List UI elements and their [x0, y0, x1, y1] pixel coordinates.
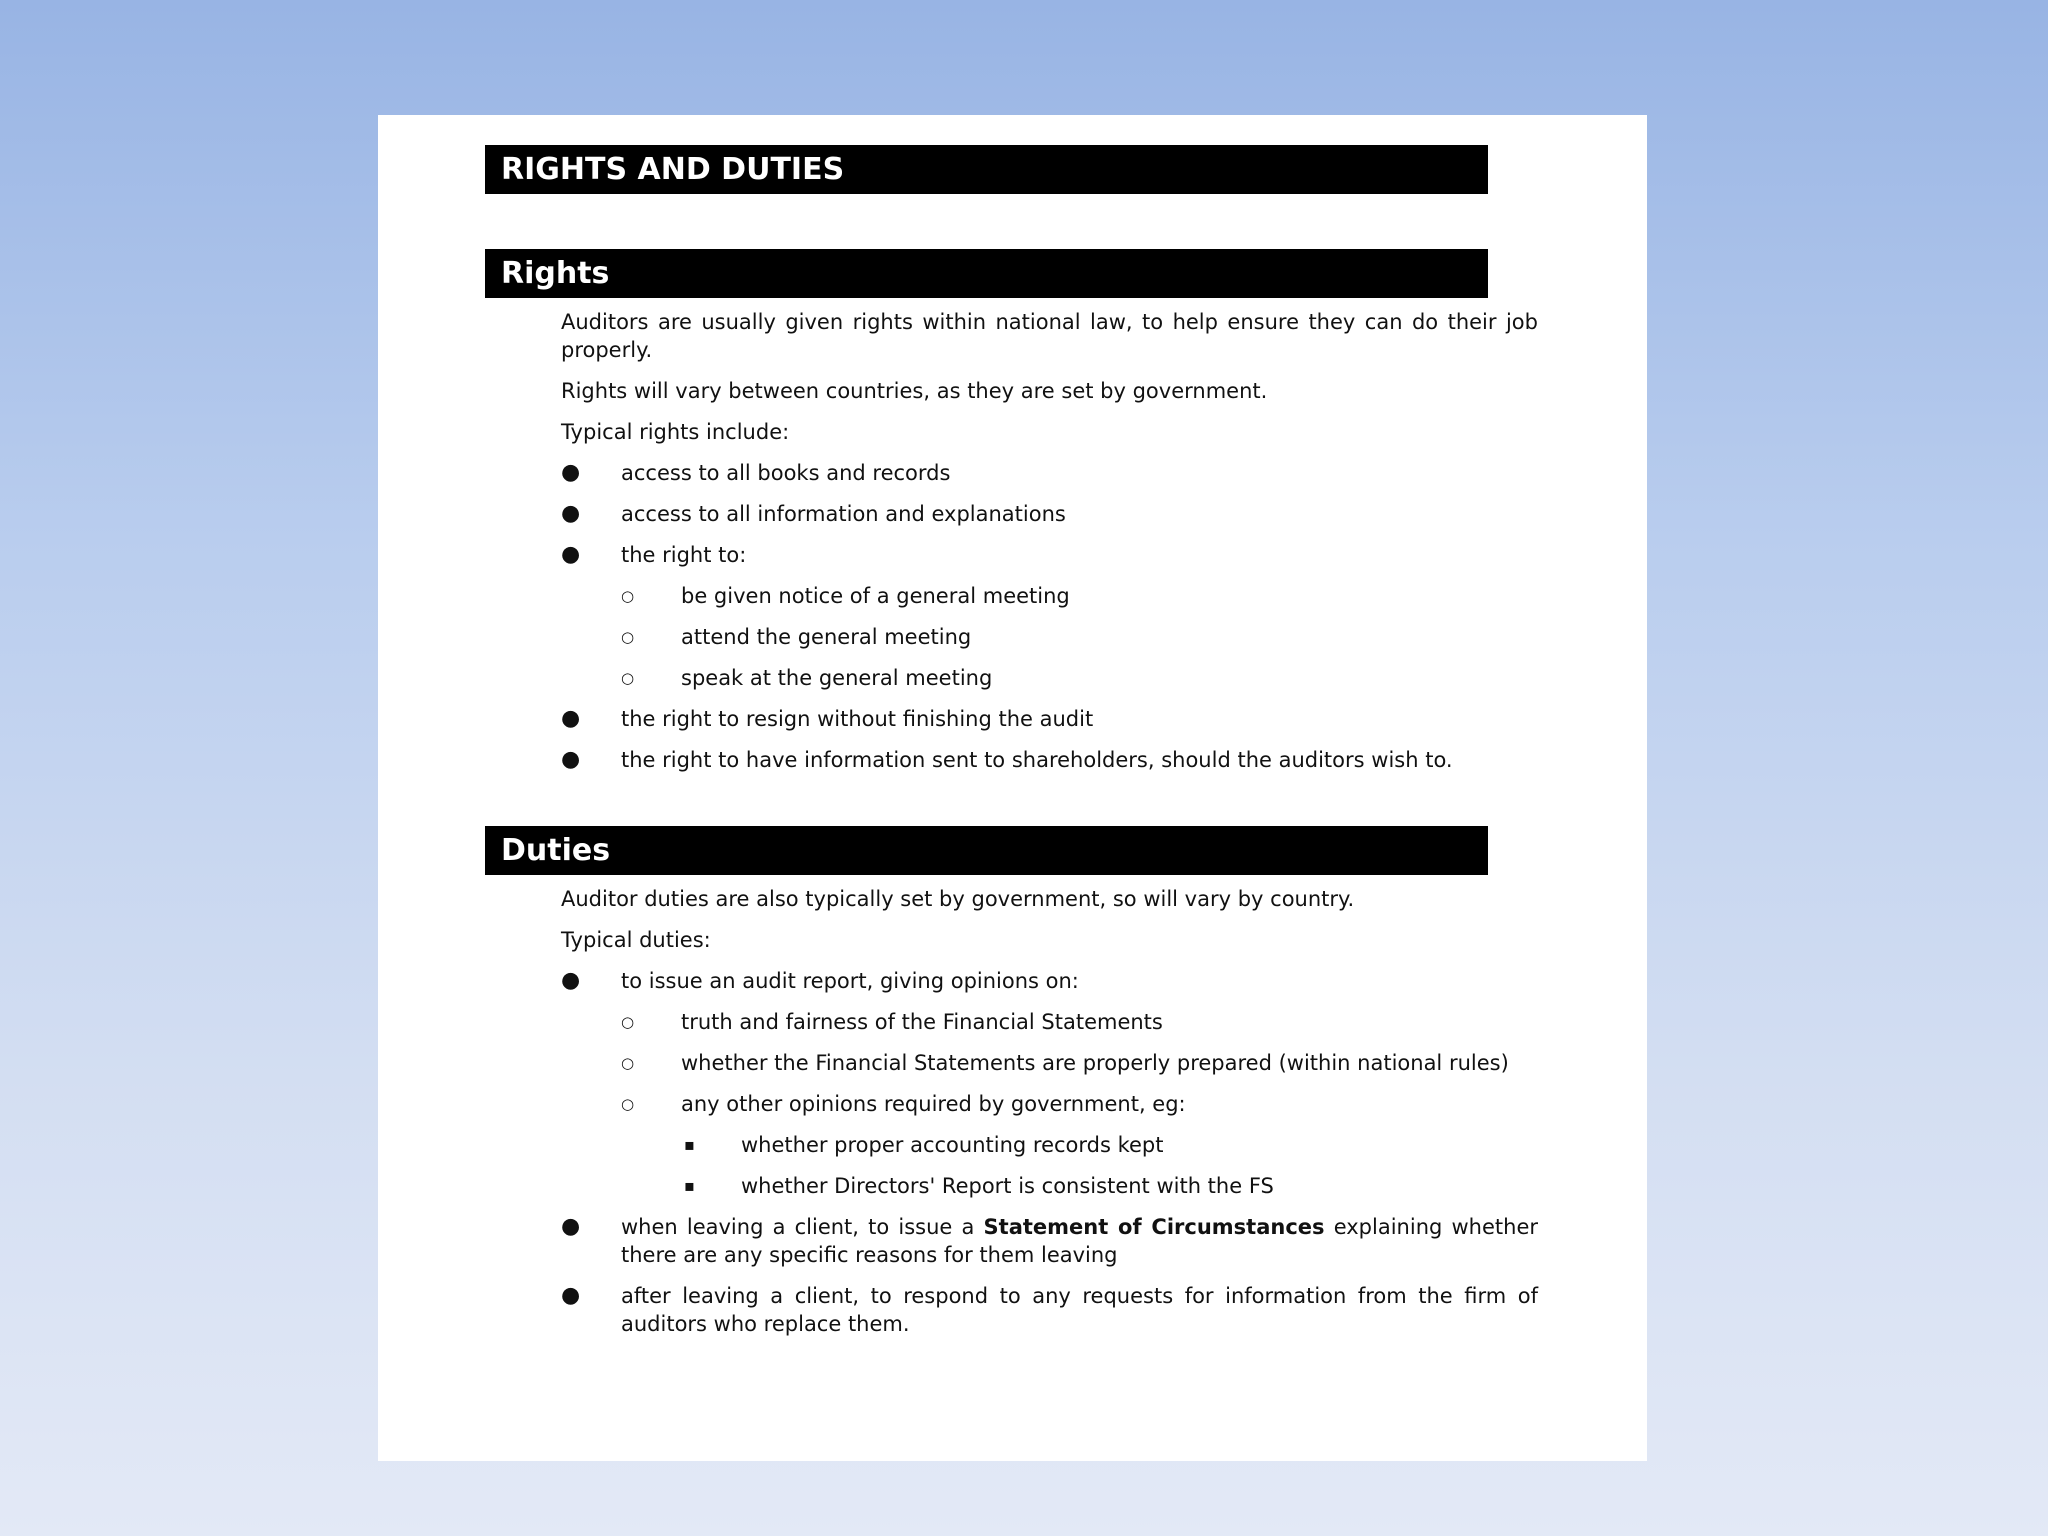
circle-bullet-icon: ○ [621, 669, 635, 687]
sub-sub-list-item-text: whether Directors' Report is consistent with the FS [741, 1174, 1274, 1198]
duties-heading: Duties [501, 833, 611, 868]
sub-list-item [561, 1090, 1538, 1118]
rights-paragraph: Auditors are usually given rights within national law, to help ensure they can do their job properly. [561, 310, 1538, 362]
bullet-icon: ● [561, 968, 581, 993]
sub-list-item [561, 664, 1538, 692]
rights-paragraph: Rights will vary between countries, as they are set by government. [561, 379, 1268, 403]
bullet-icon: ● [561, 501, 581, 526]
circle-bullet-icon: ○ [621, 1054, 635, 1072]
sub-sub-list-item-text: whether proper accounting records kept [741, 1133, 1164, 1157]
list-item [561, 1213, 1538, 1269]
circle-bullet-icon: ○ [621, 628, 635, 646]
document-page [378, 115, 1647, 1461]
list-item [561, 967, 1538, 995]
document-title: RIGHTS AND DUTIES [501, 152, 845, 187]
list-item-text-before: when leaving a client, to issue a [621, 1215, 984, 1239]
list-item [561, 459, 1538, 487]
bullet-icon: ● [561, 460, 581, 485]
sub-list-item [561, 582, 1538, 610]
list-item [561, 541, 1538, 569]
sub-list-item-text: truth and fairness of the Financial Statements [681, 1010, 1163, 1034]
square-bullet-icon: ▪ [684, 1135, 695, 1154]
list-item-text: access to all information and explanations [621, 502, 1066, 526]
circle-bullet-icon: ○ [621, 1013, 635, 1031]
list-item-text: the right to: [621, 543, 747, 567]
duties-section [561, 885, 1538, 1351]
duties-paragraph: Auditor duties are also typically set by government, so will vary by country. [561, 887, 1355, 911]
sub-sub-list-item [561, 1131, 1538, 1159]
list-item-text: the right to resign without finishing the audit [621, 707, 1094, 731]
square-bullet-icon: ▪ [684, 1176, 695, 1195]
list-item-text: the right to have information sent to shareholders, should the auditors wish to. [621, 748, 1453, 772]
sub-list-item-text: attend the general meeting [681, 625, 972, 649]
bullet-icon: ● [561, 1214, 581, 1239]
sub-sub-list-item [561, 1172, 1538, 1200]
bullet-icon: ● [561, 542, 581, 567]
sub-list-item-text: be given notice of a general meeting [681, 584, 1070, 608]
list-item-text-after: explaining whether there are any specific reasons for them leaving [621, 1215, 1538, 1267]
rights-heading: Rights [501, 256, 610, 291]
document-title-bar [485, 145, 1488, 194]
list-item-text: to issue an audit report, giving opinions on: [621, 969, 1079, 993]
bullet-icon: ● [561, 747, 581, 772]
sub-list-item [561, 1049, 1538, 1077]
list-item-text: access to all books and records [621, 461, 951, 485]
circle-bullet-icon: ○ [621, 1095, 635, 1113]
list-item [561, 746, 1538, 774]
sub-list-item-text: speak at the general meeting [681, 666, 993, 690]
duties-heading-bar [485, 826, 1488, 875]
sub-list-item [561, 1008, 1538, 1036]
duties-paragraph: Typical duties: [561, 928, 711, 952]
list-item [561, 1282, 1538, 1338]
list-item [561, 500, 1538, 528]
circle-bullet-icon: ○ [621, 587, 635, 605]
list-item-text: after leaving a client, to respond to any requests for information from the firm of auditors who replace them. [621, 1284, 1538, 1336]
rights-section [561, 308, 1538, 787]
list-item [561, 705, 1538, 733]
rights-heading-bar [485, 249, 1488, 298]
sub-list-item-text: whether the Financial Statements are properly prepared (within national rules) [681, 1051, 1509, 1075]
bullet-icon: ● [561, 1283, 581, 1308]
bullet-icon: ● [561, 706, 581, 731]
list-item-bold-term: Statement of Circumstances [983, 1215, 1325, 1239]
sub-list-item [561, 623, 1538, 651]
sub-list-item-text: any other opinions required by government, eg: [681, 1092, 1186, 1116]
rights-paragraph: Typical rights include: [561, 420, 790, 444]
